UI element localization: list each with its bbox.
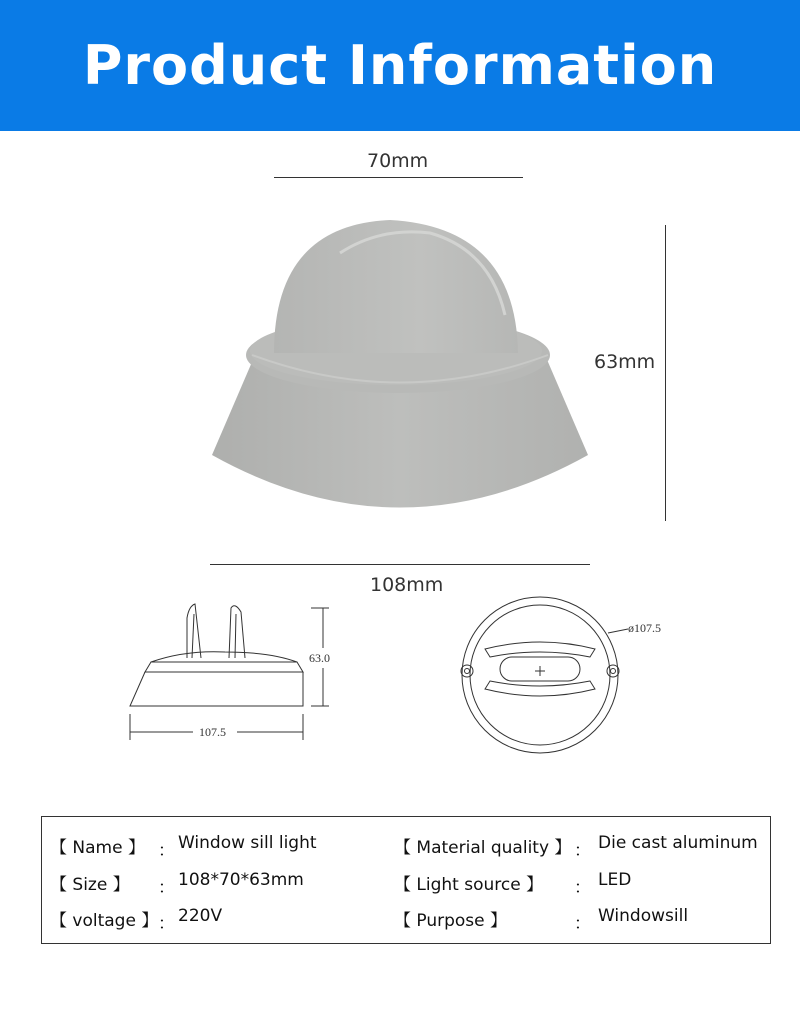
name-label: 【 Name 】 (50, 838, 145, 858)
size-value: 108*70*63mm (178, 870, 304, 890)
material-label: 【 Material quality 】 (394, 838, 572, 858)
source-colon: ： (574, 878, 591, 898)
size-colon: ： (158, 878, 175, 898)
height-dimension-label: 63mm (594, 351, 656, 373)
voltage-value: 220V (178, 906, 223, 926)
side-height-label: 63.0 (309, 651, 330, 665)
material-colon: ： (574, 841, 591, 861)
side-view-drawing (125, 600, 345, 750)
source-label: 【 Light source 】 (394, 875, 544, 895)
source-value: LED (598, 870, 632, 890)
purpose-colon: ： (574, 914, 591, 934)
top-view-drawing (450, 585, 700, 765)
voltage-colon: ： (158, 914, 175, 934)
size-label: 【 Size 】 (50, 875, 130, 895)
length-dimension-label: 108mm (370, 574, 444, 596)
name-value: Window sill light (178, 833, 317, 853)
header-banner (0, 0, 800, 131)
name-colon: ： (158, 841, 175, 861)
side-width-label: 107.5 (199, 725, 226, 739)
height-dimension-line (665, 225, 666, 521)
product-image (200, 205, 600, 535)
purpose-label: 【 Purpose 】 (394, 911, 508, 931)
width-dimension-line (274, 177, 523, 178)
material-value: Die cast aluminum (598, 833, 758, 853)
top-diameter-label: ø107.5 (628, 621, 661, 635)
width-dimension-label: 70mm (367, 150, 429, 172)
purpose-value: Windowsill (598, 906, 689, 926)
spec-table (41, 816, 771, 944)
voltage-label: 【 voltage 】 (50, 911, 159, 931)
page-title: Product Information (82, 34, 718, 97)
length-dimension-line (210, 564, 590, 565)
